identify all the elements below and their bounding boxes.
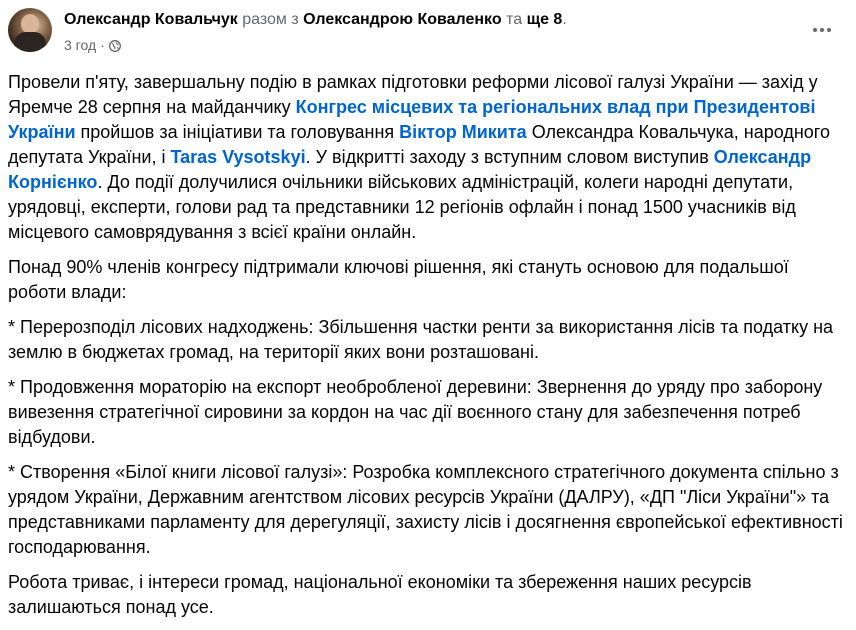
bullet-item-3: * Створення «Білої книги лісової галузі»: Розробка комплексного стратегічного документа спільно з урядом України, Державним агентством лісових ресурсів України (ДАЛРУ), «ДП "Ліси України"» та представниками парламенту для дерегуляції, захисту лісів і досягнення європейської ефективності господарювання. bbox=[8, 462, 843, 557]
text-span: пройшов за ініціативи та головування bbox=[75, 122, 400, 142]
and-text: та bbox=[506, 11, 523, 28]
globe-icon bbox=[109, 39, 121, 51]
post-content bbox=[8, 70, 850, 630]
more-options-icon[interactable] bbox=[804, 18, 840, 42]
post-paragraph-3: Робота триває, і інтереси громад, національної економіки та збереження наших ресурсів залишаються понад усе. bbox=[8, 572, 752, 617]
avatar-face bbox=[21, 14, 39, 34]
mention-congress-link[interactable]: Конгрес місцевих та регіональних влад при Президентові України bbox=[8, 97, 816, 142]
mention-viktor-mykyta-link[interactable]: Віктор Микита bbox=[399, 122, 527, 142]
text-span: Провели п'яту, завершальну подію в рамках підготовки реформи лісової галузі України — захід у Яремче 28 серпня на майданчику bbox=[8, 72, 818, 117]
tagged-person-link[interactable]: Олександрою Коваленко bbox=[303, 11, 502, 28]
header-period: . bbox=[562, 11, 567, 28]
post-paragraph-1 bbox=[8, 70, 850, 245]
author-name-link[interactable]: Олександр Ковальчук bbox=[64, 11, 238, 28]
others-link[interactable]: ще 8 bbox=[526, 11, 563, 28]
meta-separator: · bbox=[100, 37, 105, 53]
mention-oleksandr-korniienko-link[interactable]: Олександр Корнієнко bbox=[8, 147, 812, 192]
post-paragraph-2: Понад 90% членів конгресу підтримали ключові рішення, які стануть основою для подальшої роботи влади: bbox=[8, 257, 789, 302]
post-timestamp[interactable]: 3 год bbox=[64, 37, 97, 53]
bullet-item-2: * Продовження мораторію на експорт необробленої деревини: Звернення до уряду про заборону вивезення стратегічної сировини за кордон на час дії воєнного стану для забезпечення потреб відбудови. bbox=[8, 377, 823, 447]
avatar-body bbox=[14, 32, 46, 52]
bullet-item-1: * Перерозподіл лісових надходжень: Збільшення частки ренти за використання лісів та податку на землю в бюджетах громад, на території яких вони розташовані. bbox=[8, 317, 834, 362]
text-span: . У відкритті заходу з вступним словом виступив bbox=[305, 147, 714, 167]
text-span: . До події долучилися очільники військових адміністрацій, колеги народні депутати, урядовці, експерти, голови рад та представники 12 регіонів офлайн і понад 1500 учасників від місцевого самоврядування з всієї країни онлайн. bbox=[8, 172, 796, 242]
post-meta bbox=[64, 37, 121, 53]
with-text: разом з bbox=[242, 11, 299, 28]
post-header bbox=[64, 10, 567, 30]
author-avatar[interactable] bbox=[8, 8, 52, 52]
mention-taras-vysotskyi-link[interactable]: Taras Vysotskyi bbox=[170, 147, 306, 167]
text-span: Олександра Ковальчука, народного депутата України, і bbox=[8, 122, 830, 167]
